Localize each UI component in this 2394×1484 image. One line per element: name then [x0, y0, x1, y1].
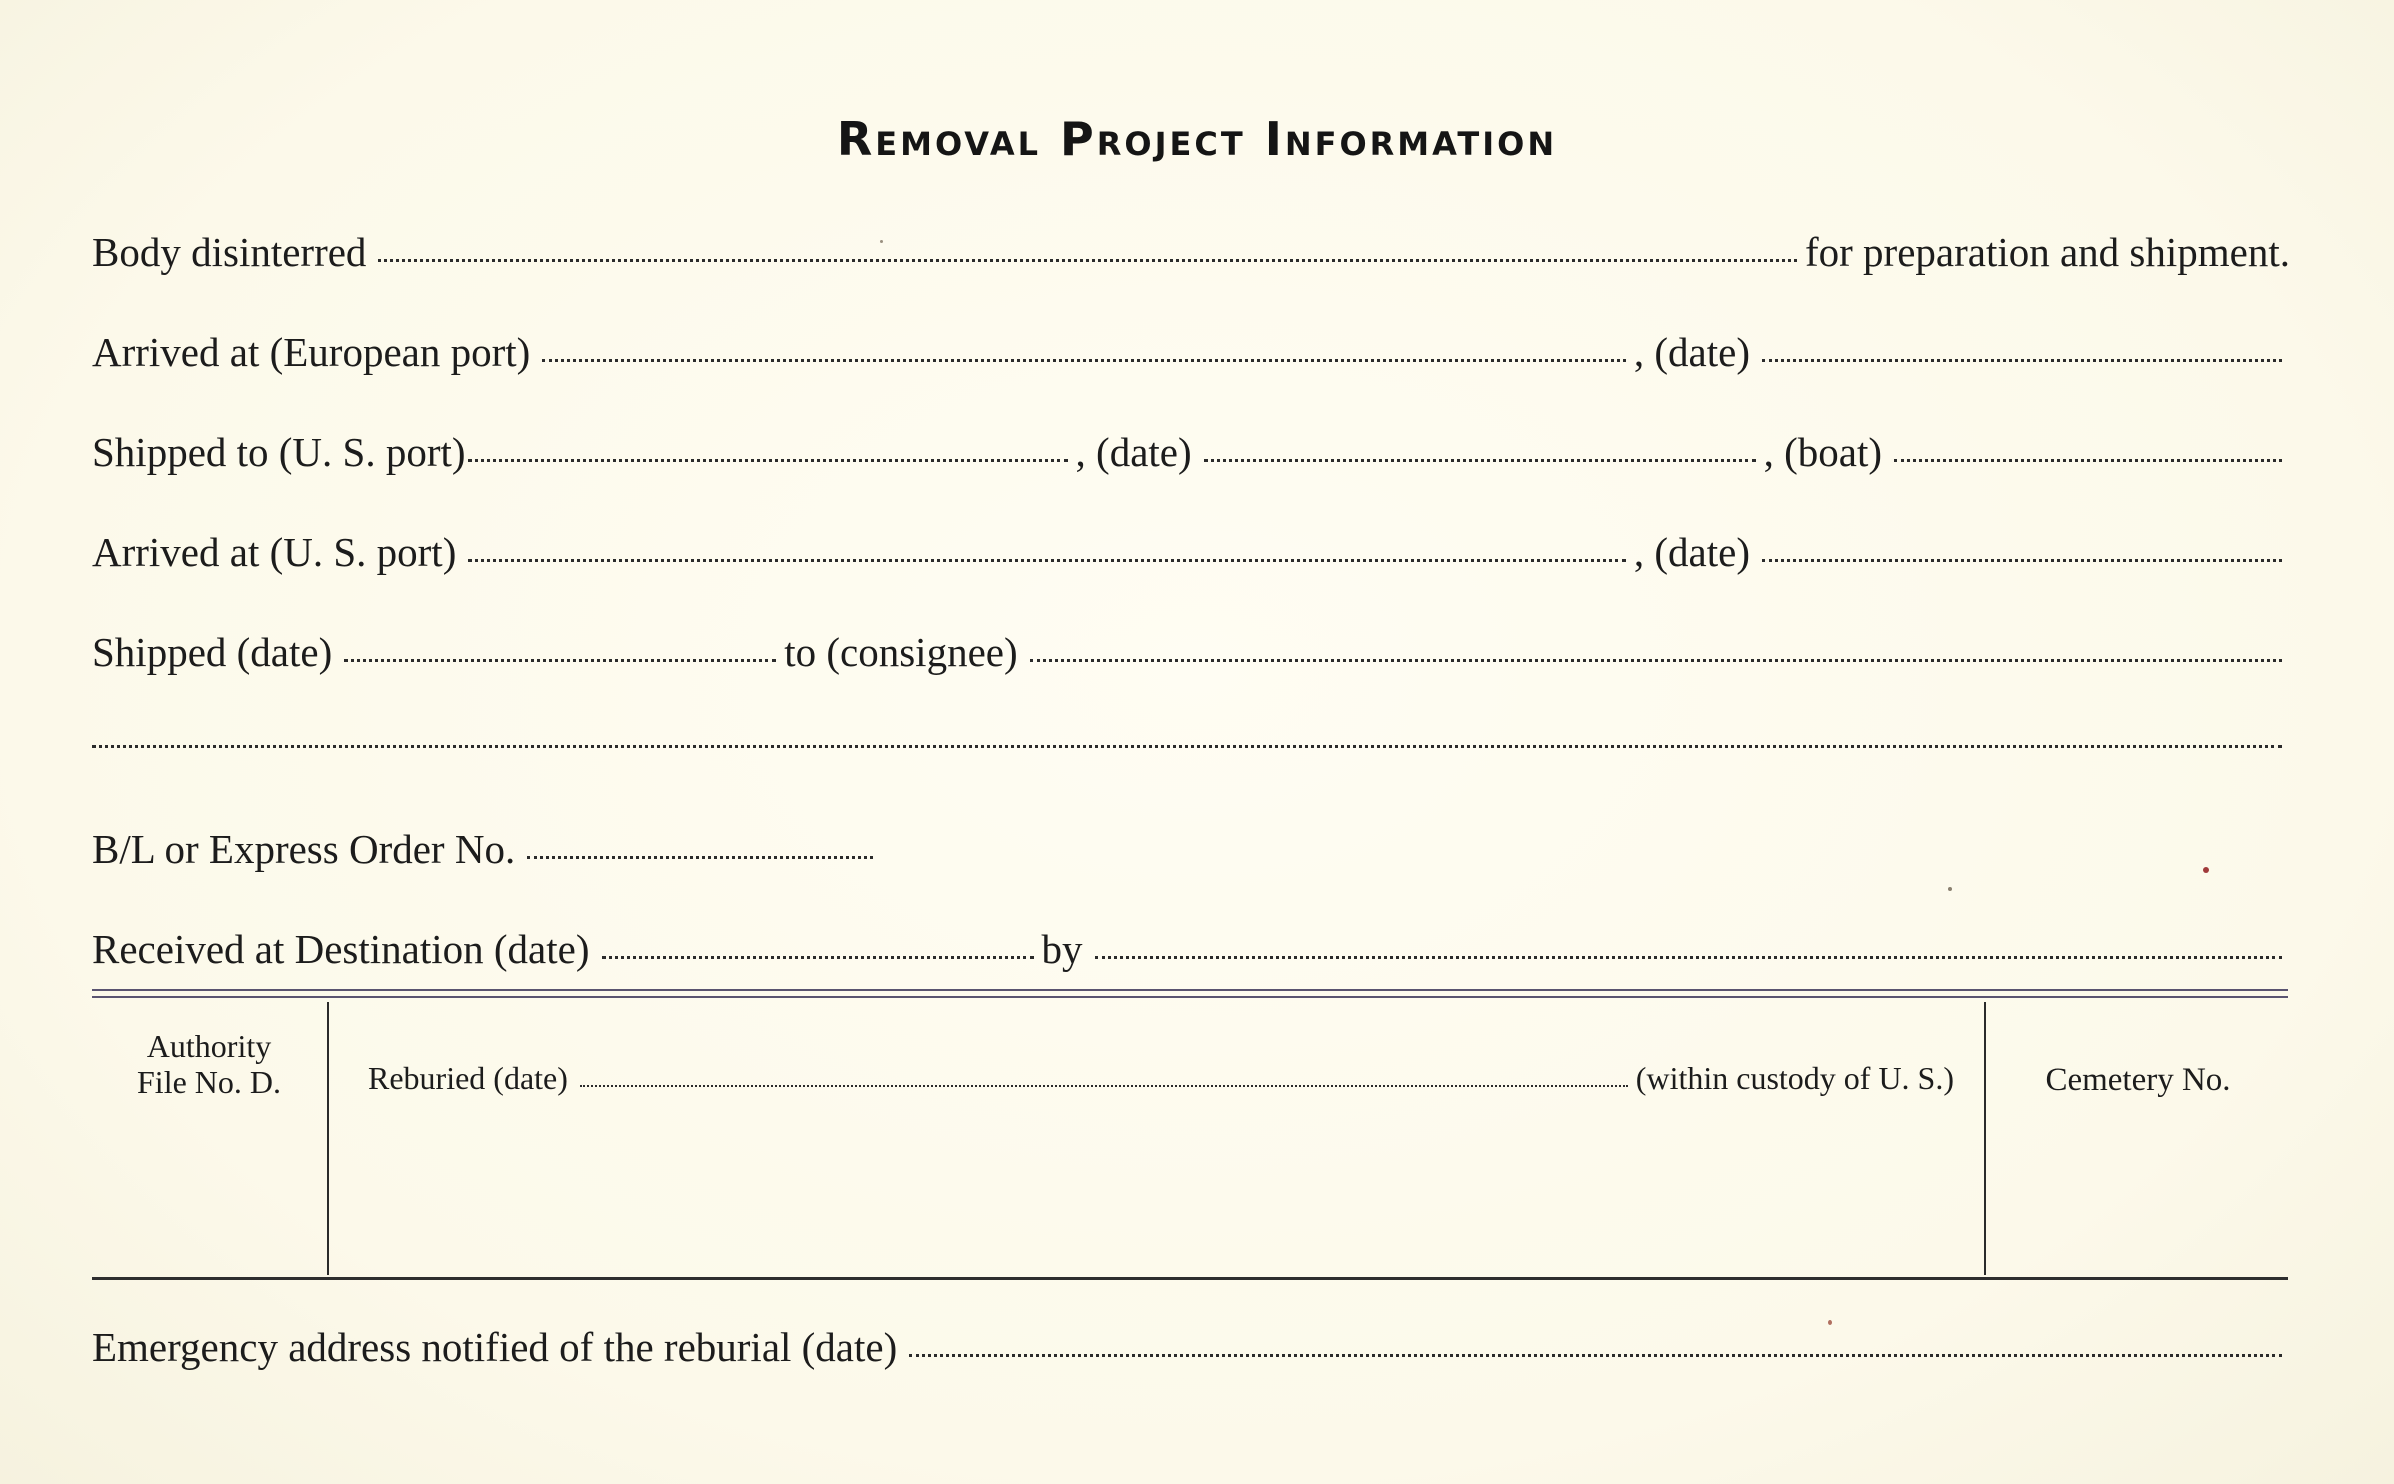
reburied-date-field[interactable] [580, 1085, 1628, 1087]
row-emergency-address [92, 1323, 2290, 1371]
row-arrived-us [92, 528, 2290, 576]
received-date-field[interactable] [602, 956, 1034, 959]
european-date-field[interactable] [1762, 359, 2282, 362]
arrived-european-label: Arrived at (European port) [92, 329, 531, 375]
emergency-address-label: Emergency address notified of the reburial (date) [92, 1324, 898, 1370]
reburied-label: Reburied (date) [368, 1060, 568, 1096]
row-received-destination [92, 925, 2290, 973]
paper-speck [1948, 887, 1952, 891]
bl-order-label: B/L or Express Order No. [92, 826, 516, 872]
table-divider-right [1984, 1002, 1986, 1275]
european-port-field[interactable] [542, 359, 1626, 362]
consignee-label: to (consignee) [784, 629, 1018, 675]
boat-field[interactable] [1894, 459, 2282, 462]
paper-speck [880, 240, 883, 243]
received-by-field[interactable] [1095, 956, 2283, 959]
table-divider-left [327, 1002, 329, 1275]
boat-label: , (boat) [1763, 429, 1882, 475]
shipped-date-field[interactable] [1204, 459, 1756, 462]
arrived-us-port-field[interactable] [468, 559, 1626, 562]
shipped-date-only-label: Shipped (date) [92, 629, 333, 675]
us-port-field[interactable] [468, 459, 1068, 462]
consignee-continuation-field[interactable] [92, 745, 2282, 748]
preparation-shipment-label: for preparation and shipment. [1804, 229, 2290, 275]
consignee-field[interactable] [1030, 659, 2282, 662]
row-bl-order [92, 825, 2290, 873]
received-by-label: by [1041, 926, 1083, 972]
table-top-rule [92, 989, 2288, 991]
shipped-date-label: , (date) [1075, 429, 1192, 475]
row-consignee-continuation [92, 722, 2290, 762]
arrived-us-label: Arrived at (U. S. port) [92, 529, 457, 575]
form-title: Removal Project Information [836, 112, 1558, 166]
emergency-date-field[interactable] [909, 1354, 2282, 1357]
row-body-disinterred [92, 228, 2290, 276]
row-shipped-consignee [92, 628, 2290, 676]
arrived-us-date-label: , (date) [1633, 529, 1750, 575]
shipped-us-label: Shipped to (U. S. port) [92, 429, 466, 475]
file-no-label: File No. D. [137, 1064, 281, 1100]
paper-speck [1828, 1320, 1832, 1325]
european-date-label: , (date) [1633, 329, 1750, 375]
received-destination-label: Received at Destination (date) [92, 926, 590, 972]
arrived-us-date-field[interactable] [1762, 559, 2282, 562]
table-bottom-rule [92, 1277, 2288, 1280]
bl-order-field[interactable] [527, 856, 873, 859]
authority-file-cell[interactable] [100, 1028, 318, 1100]
body-disinterred-field[interactable] [378, 259, 1797, 262]
reburied-cell [368, 1060, 1954, 1097]
body-disinterred-label: Body disinterred [92, 229, 367, 275]
authority-label: Authority [146, 1028, 272, 1064]
paper-speck [2203, 867, 2209, 873]
cemetery-no-label: Cemetery No. [2045, 1062, 2231, 1098]
shipped-date-only-field[interactable] [344, 659, 776, 662]
table-top-rule-inner [92, 996, 2288, 998]
custody-label: (within custody of U. S.) [1635, 1060, 1954, 1096]
cemetery-no-cell[interactable] [1990, 1062, 2286, 1099]
row-arrived-european [92, 328, 2290, 376]
row-shipped-us-port [92, 428, 2290, 476]
